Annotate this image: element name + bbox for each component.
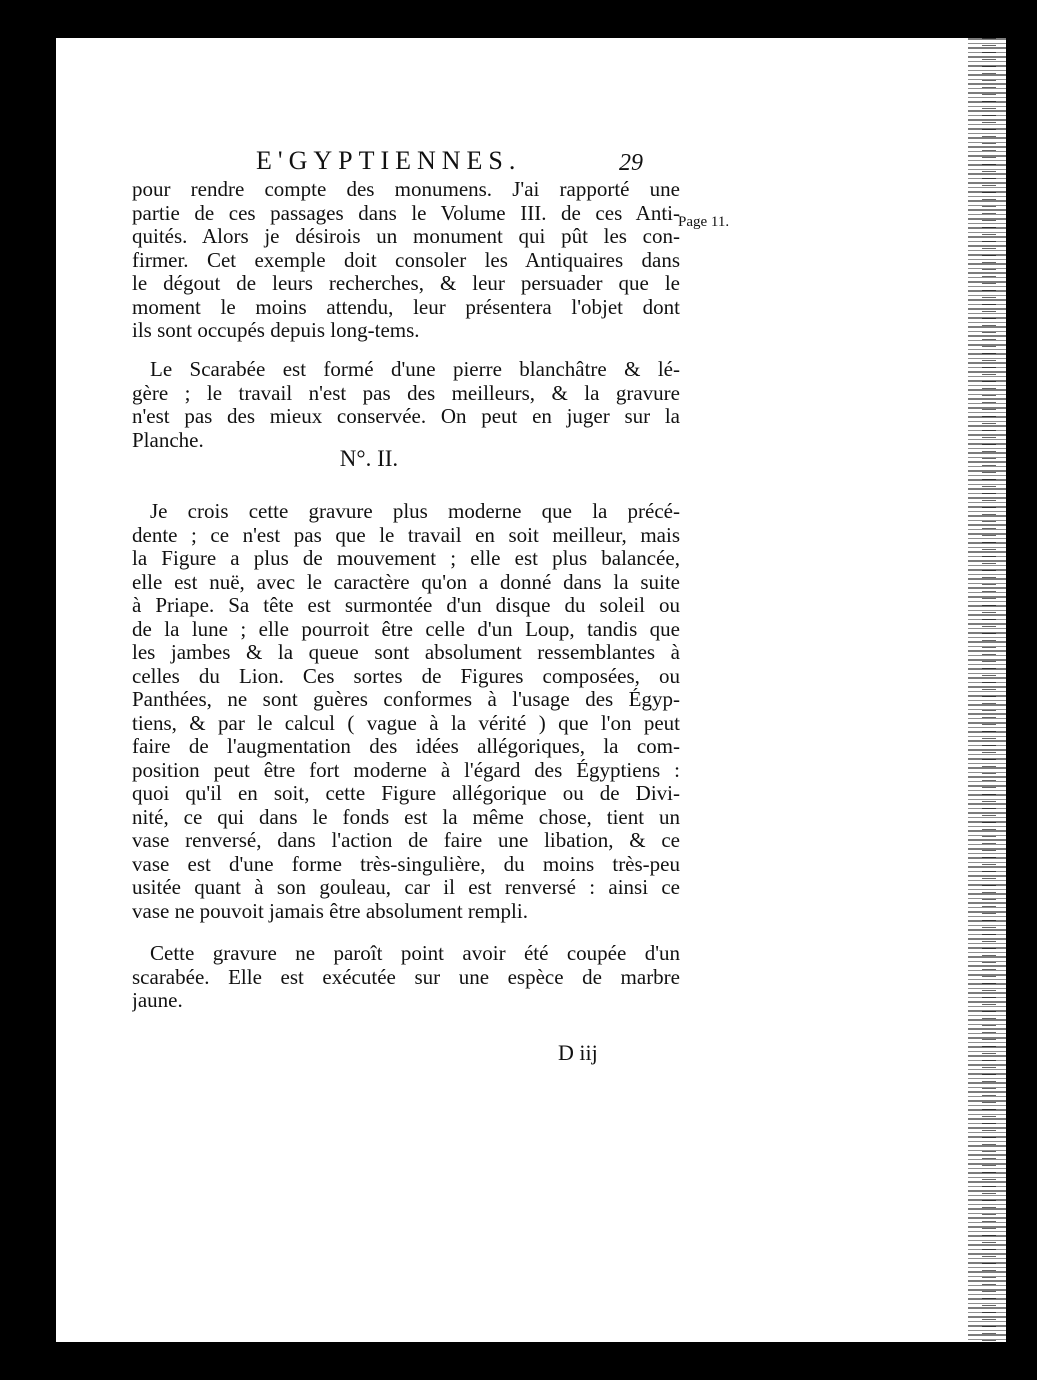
text-line: position peut être fort moderne à l'égard des Égyptiens :: [132, 758, 680, 782]
paragraph-4: [132, 942, 680, 1013]
text-line: à Priape. Sa tête est surmontée d'un disque du soleil ou: [132, 594, 680, 617]
text-line: vase ne pouvoit jamais être absolument rempli.: [132, 899, 528, 923]
text-line: n'est pas des mieux conservée. On peut en juger sur la: [132, 405, 680, 428]
text-line: Panthées, ne sont guères conformes à l'usage des Égyp-: [132, 688, 680, 711]
text-line: usitée quant à son gouleau, car il est renversé : ainsi ce: [132, 876, 680, 899]
text-line: faire de l'augmentation des idées allégoriques, la com-: [132, 735, 680, 758]
text-line: gère ; le travail n'est pas des meilleurs, & la gravure: [132, 381, 680, 405]
text-line: de la lune ; elle pourroit être celle d'un Loup, tandis que: [132, 617, 680, 641]
text-line: pour rendre compte des monumens. J'ai rapporté une: [132, 178, 680, 201]
page-number: 29: [619, 150, 643, 176]
paragraph-2: [132, 358, 680, 452]
text-line: quoi qu'il en soit, cette Figure allégorique ou de Divi-: [132, 782, 680, 805]
section-heading: N°. II.: [339, 446, 399, 471]
text-line: Le Scarabée est formé d'une pierre blanchâtre & lé-: [150, 358, 680, 381]
margin-note: Page 11.: [678, 214, 730, 230]
text-line: Cette gravure ne paroît point avoir été coupée d'un: [150, 942, 680, 965]
text-line: celles du Lion. Ces sortes de Figures composées, ou: [132, 664, 680, 688]
paragraph-3: [132, 500, 680, 923]
text-line: les jambes & la queue sont absolument ressemblantes à: [132, 641, 680, 664]
text-line: jaune.: [132, 989, 183, 1012]
signature-mark: D iij: [558, 1040, 598, 1065]
text-line: elle est nuë, avec le caractère qu'on a donné dans la suite: [132, 570, 680, 594]
text-line: scarabée. Elle est exécutée sur une espèce de marbre: [132, 965, 680, 989]
text-line: vase est d'une forme très-singulière, du moins très-peu: [132, 852, 680, 876]
text-line: Je crois cette gravure plus moderne que la précé-: [150, 500, 680, 523]
text-line: dente ; ce n'est pas que le travail en soit meilleur, mais: [132, 523, 680, 547]
text-line: vase renversé, dans l'action de faire une libation, & ce: [132, 829, 680, 852]
text-line: quités. Alors je désirois un monument qui pût les con-: [132, 225, 680, 248]
text-line: moment le moins attendu, leur présentera l'objet dont: [132, 295, 680, 319]
text-line: partie de ces passages dans le Volume III. de ces Anti-: [132, 201, 680, 225]
text-line: ils sont occupés depuis long-tems.: [132, 319, 420, 342]
text-line: firmer. Cet exemple doit consoler les Antiquaires dans: [132, 248, 680, 272]
text-line: Planche.: [132, 428, 204, 452]
paragraph-1: [132, 178, 680, 343]
text-line: nité, ce qui dans le fonds est la même chose, tient un: [132, 805, 680, 829]
page-edge-lines: [982, 38, 996, 1342]
text-line: le dégout de leurs recherches, & leur persuader que le: [132, 272, 680, 295]
text-line: tiens, & par le calcul ( vague à la vérité ) que l'on peut: [132, 711, 680, 735]
running-title: E'GYPTIENNES.: [256, 146, 522, 175]
text-line: la Figure a plus de mouvement ; elle est plus balancée,: [132, 547, 680, 570]
book-page: [56, 38, 1006, 1342]
